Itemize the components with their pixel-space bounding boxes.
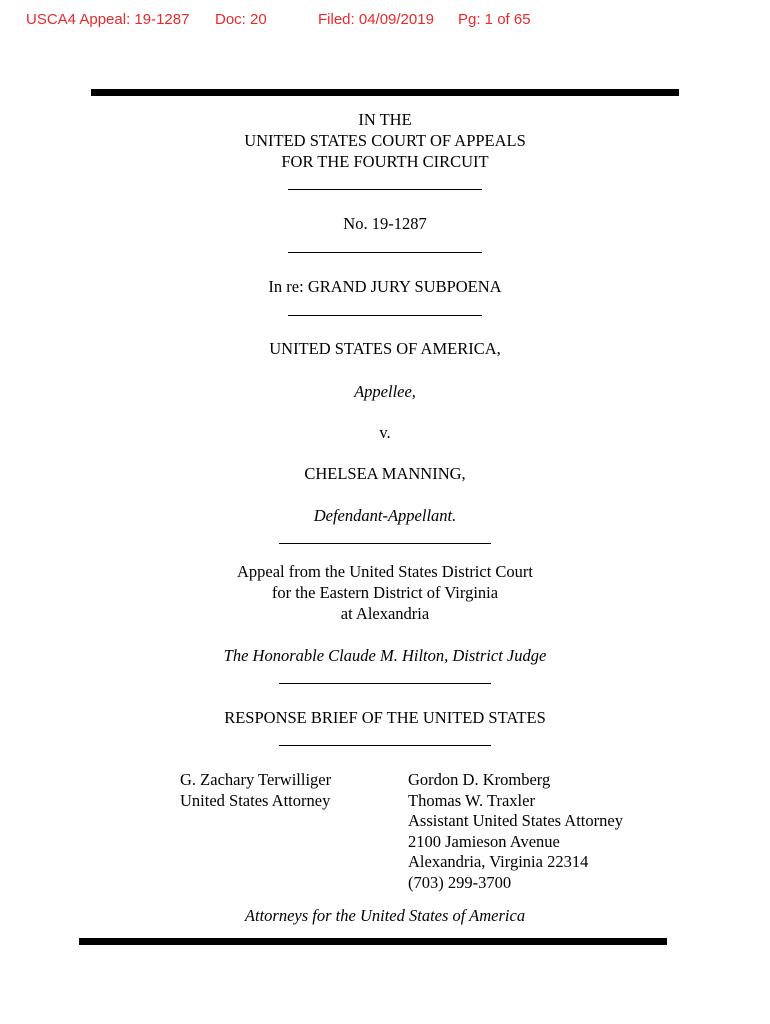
counsel-left-line: United States Attorney [180,790,331,810]
appeal-from-line2: for the Eastern District of Virginia [271,583,499,602]
plaintiff-name: UNITED STATES OF AMERICA, [269,339,501,358]
divider [279,543,491,544]
caption-court: UNITED STATES COURT OF APPEALS [244,131,526,150]
brief-title: RESPONSE BRIEF OF THE UNITED STATES [224,708,546,727]
top-rule [91,89,679,96]
appeal-from-line1: Appeal from the United States District Court [236,562,534,581]
district-judge: The Honorable Claude M. Hilton, District Judge [223,646,547,665]
counsel-right-line: Gordon D. Kromberg [408,770,551,789]
counsel-left-block [180,770,331,811]
counsel-right-line: Assistant United States Attorney [408,811,623,831]
counsel-right-block [408,770,623,894]
counsel-left-line: G. Zachary Terwilliger [180,770,332,789]
appeal-from-line3: at Alexandria [340,604,430,623]
divider [288,252,482,253]
stamp-page-count: Pg: 1 of 65 [458,11,531,28]
filing-stamp [0,11,770,31]
caption-in-the: IN THE [358,110,412,129]
stamp-doc-number: Doc: 20 [215,11,267,28]
divider [288,315,482,316]
case-number: No. 19-1287 [343,214,427,233]
defendant-name: CHELSEA MANNING, [304,464,466,483]
counsel-right-line: (703) 299-3700 [408,872,512,892]
counsel-right-line: Alexandria, Virginia 22314 [408,852,589,872]
plaintiff-role: Appellee, [354,382,416,401]
attorneys-for: Attorneys for the United States of America [244,906,526,925]
in-re-title: In re: GRAND JURY SUBPOENA [268,277,502,296]
counsel-right-line: Thomas W. Traxler [408,790,535,810]
stamp-filed-date: Filed: 04/09/2019 [318,11,434,28]
caption-circuit: FOR THE FOURTH CIRCUIT [281,152,489,171]
counsel-right-line: 2100 Jamieson Avenue [408,831,560,851]
stamp-appeal-number: USCA4 Appeal: 19-1287 [26,11,190,28]
divider [279,745,491,746]
versus: v. [379,423,391,442]
defendant-role: Defendant-Appellant. [313,506,457,525]
divider [279,683,491,684]
divider [288,189,482,190]
bottom-rule [79,938,667,945]
